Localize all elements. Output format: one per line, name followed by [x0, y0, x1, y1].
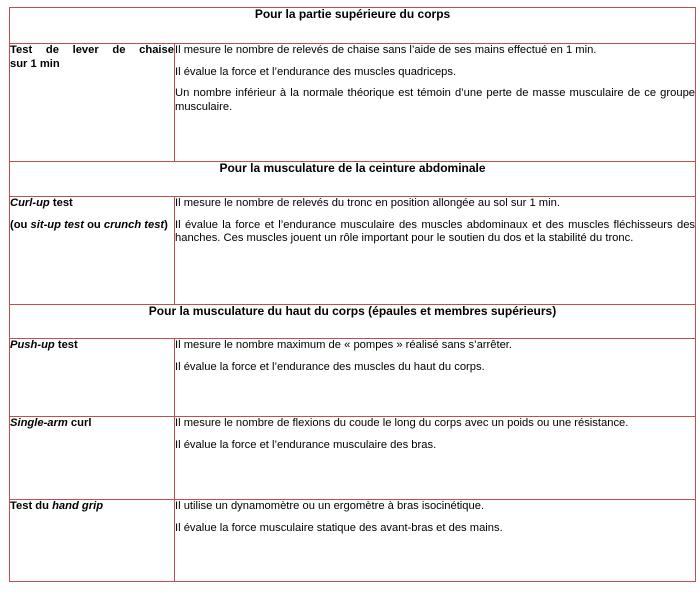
description-line: Il mesure le nombre maximum de « pompes » réalisé sans s’arrêter.	[175, 339, 513, 351]
test-name-line	[10, 500, 174, 514]
table-row-curl-test	[10, 417, 696, 500]
test-name-pushup	[10, 339, 175, 417]
test-name-italic: hand grip	[52, 500, 104, 512]
test-description-handgrip	[175, 500, 696, 582]
description-line: Il mesure le nombre de relevés de chaise sans l’aide de ses mains effectué en 1 min.	[175, 44, 597, 56]
description-line: Il évalue la force et l’endurance musculaire des bras.	[175, 438, 437, 451]
test-name-text: test	[49, 197, 73, 209]
test-name-italic: Curl-up	[10, 197, 50, 209]
description-line: Il évalue la force et l’endurance musculaire des muscles abdominaux et des muscles fléchisseurs des hanches. Ces muscles jouent un rôle important pour le soutien du dos et la stabilité du tronc.	[175, 218, 696, 245]
description-line: Un nombre inférieur à la normale théorique est témoin d’une perte de masse musculaire de ce groupe musculaire.	[175, 87, 696, 113]
section-header-row	[10, 305, 696, 339]
test-name-text: curl	[67, 417, 92, 429]
test-name-line	[10, 339, 174, 353]
table-row-curlup-test	[10, 197, 696, 305]
test-name-curl	[10, 417, 175, 500]
section-title-abdominal: Pour la musculature de la ceinture abdominale	[10, 162, 696, 197]
test-name-italic: Push-up	[10, 339, 55, 351]
section-header-row	[10, 162, 696, 197]
test-description-curlup	[175, 197, 696, 305]
table-row-pushup-test	[10, 339, 696, 417]
table-row-chair-test	[10, 44, 696, 162]
alias-text: ou	[83, 218, 104, 231]
test-name-handgrip	[10, 500, 175, 582]
alias-text: )	[164, 218, 168, 231]
test-name-italic: Single-arm	[10, 417, 68, 429]
test-description-pushup	[175, 339, 696, 417]
alias-italic: crunch test	[103, 218, 165, 231]
table-row-handgrip-test	[10, 500, 696, 582]
test-name-text: test	[54, 339, 78, 351]
description-line: Il utilise un dynamomètre ou un ergomètre à bras isocinétique.	[175, 500, 485, 512]
section-title-upper-limbs: Pour la musculature du haut du corps (épaules et membres supérieurs)	[10, 305, 696, 339]
test-name-text: Test du	[10, 500, 53, 512]
test-name-line	[10, 197, 174, 211]
alias-italic: sit-up test	[30, 218, 84, 231]
description-line: Il évalue la force musculaire statique des avant-bras et des mains.	[175, 521, 503, 534]
fitness-tests-table	[9, 7, 696, 582]
test-name-line	[10, 417, 174, 431]
test-name-alias	[10, 219, 174, 233]
description-line: Il évalue la force et l’endurance des muscles du haut du corps.	[175, 360, 485, 373]
test-name-chair	[10, 44, 175, 162]
description-line: Il mesure le nombre de flexions du coude le long du corps avec un poids ou une résistance.	[175, 417, 629, 429]
test-name-line: sur 1 min	[10, 57, 60, 70]
test-description-chair	[175, 44, 696, 162]
description-line: Il mesure le nombre de relevés du tronc en position allongée au sol sur 1 min.	[175, 197, 560, 209]
test-description-curl	[175, 417, 696, 500]
test-name-line: Test de lever de chaise	[10, 44, 174, 56]
description-line: Il évalue la force et l’endurance des muscles quadriceps.	[175, 65, 457, 78]
section-header-row	[10, 8, 696, 44]
test-name-curlup	[10, 197, 175, 305]
section-title-upper-body: Pour la partie supérieure du corps	[10, 8, 696, 44]
alias-text: (ou	[10, 218, 31, 231]
